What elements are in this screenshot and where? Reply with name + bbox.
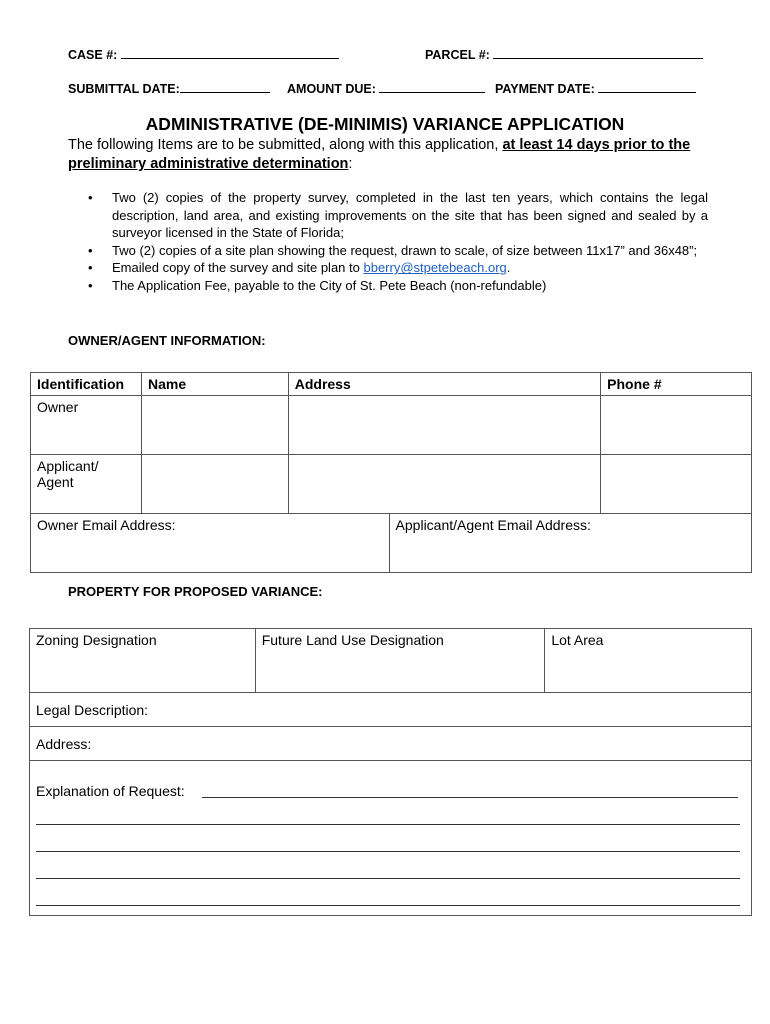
row-owner-label: Owner (31, 396, 142, 455)
parcel-number-line[interactable] (493, 46, 703, 59)
zoning-cell[interactable]: Zoning Designation (30, 629, 256, 693)
property-table (29, 628, 752, 916)
requirements-list (68, 189, 708, 295)
submittal-date-field (68, 80, 270, 96)
bullet: • (88, 260, 93, 276)
col-address: Address (288, 373, 600, 396)
list-item (68, 259, 708, 277)
address-cell[interactable]: Address: (30, 727, 752, 761)
intro-emphasis: at least 14 days prior to the preliminary administrative determination (68, 137, 691, 172)
applicant-address-cell[interactable] (288, 455, 600, 514)
requirement-text: Two (2) copies of a site plan showing the request, drawn to scale, of size between 11x17” and 36x48”; (112, 242, 698, 258)
row-applicant-label (31, 455, 142, 514)
list-item (68, 242, 708, 260)
bullet: • (88, 242, 93, 258)
requirement-text: Emailed copy of the survey and site plan to (112, 260, 364, 276)
payment-date-label: PAYMENT DATE: (495, 82, 595, 96)
intro-end: : (348, 156, 353, 172)
submittal-date-label: SUBMITTAL DATE: (68, 82, 180, 96)
legal-description-cell[interactable]: Legal Description: (30, 693, 752, 727)
col-phone: Phone # (601, 373, 752, 396)
intro-lead: The following Items are to be submitted, along with this application, (68, 137, 503, 153)
page-title: ADMINISTRATIVE (DE-MINIMIS) VARIANCE APPLICATION (145, 114, 625, 134)
explanation-cell[interactable] (30, 761, 752, 916)
intro-text (68, 136, 718, 174)
requirement-text: The Application Fee, payable to the City of St. Pete Beach (non-refundable) (112, 277, 547, 293)
lot-area-cell[interactable]: Lot Area (545, 629, 752, 693)
col-name: Name (141, 373, 288, 396)
requirement-text: Two (2) copies of the property survey, completed in the last ten years, which contains the legal description, land area, and existing improvements on the site that has been signed and sealed by a surveyor licensed in the State of Florida; (112, 190, 708, 241)
owner-address-cell[interactable] (288, 396, 600, 455)
explanation-line[interactable] (36, 851, 740, 852)
case-number-line[interactable] (121, 46, 339, 59)
applicant-name-cell[interactable] (141, 455, 288, 514)
bullet: • (88, 277, 93, 293)
applicant-email-cell[interactable]: Applicant/Agent Email Address: (389, 514, 751, 573)
owner-name-cell[interactable] (141, 396, 288, 455)
owner-phone-cell[interactable] (601, 396, 752, 455)
parcel-number-label: PARCEL #: (425, 48, 490, 62)
submittal-date-line[interactable] (180, 80, 270, 93)
payment-date-field (495, 80, 696, 96)
applicant-label-line1: Applicant/ (37, 458, 99, 474)
case-number-label: CASE #: (68, 48, 118, 62)
list-item (68, 277, 708, 295)
property-heading: PROPERTY FOR PROPOSED VARIANCE: (68, 584, 323, 599)
explanation-line[interactable] (36, 878, 740, 879)
owner-email-cell[interactable]: Owner Email Address: (31, 514, 390, 573)
explanation-line[interactable] (36, 905, 740, 906)
amount-due-field (287, 80, 485, 96)
applicant-phone-cell[interactable] (601, 455, 752, 514)
owner-agent-heading: OWNER/AGENT INFORMATION: (68, 333, 266, 348)
list-item (68, 189, 708, 242)
owner-agent-table (30, 372, 752, 573)
future-land-use-cell[interactable]: Future Land Use Designation (255, 629, 545, 693)
explanation-line[interactable] (36, 824, 740, 825)
requirement-end: . (506, 260, 511, 276)
bullet: • (88, 190, 93, 205)
explanation-label: Explanation of Request: (36, 783, 185, 799)
explanation-line[interactable] (202, 797, 738, 798)
payment-date-line[interactable] (598, 80, 696, 93)
parcel-number-field (425, 46, 703, 62)
email-link[interactable]: bberry@stpetebeach.org (363, 260, 507, 276)
case-number-field (68, 46, 339, 62)
amount-due-line[interactable] (379, 80, 485, 93)
amount-due-label: AMOUNT DUE: (287, 82, 376, 96)
applicant-label-line2: Agent (37, 474, 74, 490)
col-identification: Identification (31, 373, 142, 396)
